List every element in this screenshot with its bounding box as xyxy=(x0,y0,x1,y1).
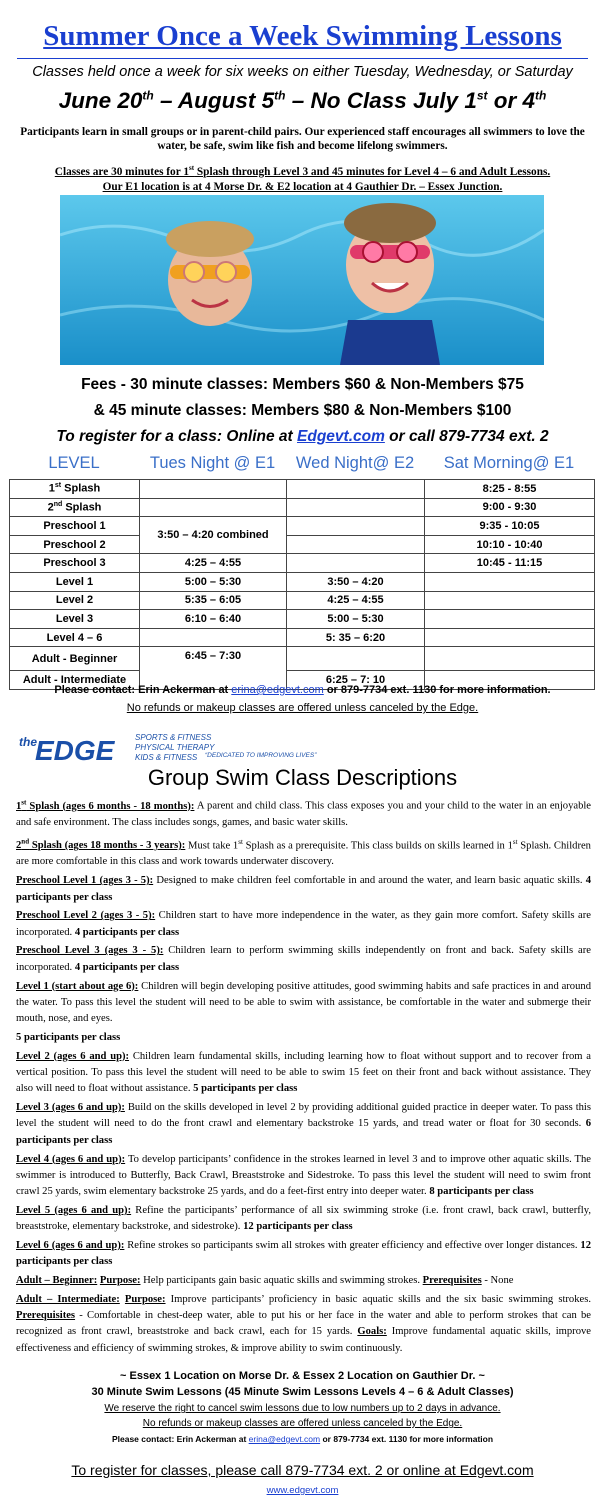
desc-level-5: Level 5 (ages 6 and up): Refine the participants’ performance of all six swimming stroke (i.e. front crawl, back crawl, butterfly, breaststroke, elementary backstroke, and sidestroke). 12 participants per class xyxy=(16,1204,591,1233)
svg-text:the: the xyxy=(19,735,37,749)
header-wed: Wed Night@ E2 xyxy=(295,454,415,472)
svg-text:SPORTS & FITNESS: SPORTS & FITNESS xyxy=(135,733,212,742)
edge-logo xyxy=(17,729,347,765)
fees-30-minute: Fees - 30 minute classes: Members $60 & Non-Members $75 xyxy=(81,376,524,393)
time-cell: 5:00 – 5:30 xyxy=(140,572,287,591)
header-tues: Tues Night @ E1 xyxy=(149,454,276,472)
table-row xyxy=(10,480,595,499)
time-cell: 6:25 – 7: 10 xyxy=(287,671,425,690)
level-cell: Level 1 xyxy=(10,572,140,591)
title-rule xyxy=(17,58,588,59)
time-cell: 4:25 – 4:55 xyxy=(140,554,287,573)
level-cell: Adult - Beginner xyxy=(10,647,140,671)
level-cell: Level 4 – 6 xyxy=(10,628,140,647)
desc-level-1-size: 5 participants per class xyxy=(16,1031,121,1043)
page-title: Summer Once a Week Swimming Lessons xyxy=(43,20,562,52)
time-cell: 5:00 – 5:30 xyxy=(287,610,425,629)
footer-contact: Please contact: Erin Ackerman at erina@edgevt.com or 879-7734 ext. 1130 for more information xyxy=(111,1434,494,1444)
time-cell: 5: 35 – 6:20 xyxy=(287,628,425,647)
table-row xyxy=(10,628,595,647)
desc-2nd-splash: 2nd Splash (ages 18 months - 3 years): Must take 1st Splash as a prerequisite. This class builds on skills learned in 1st Splash. Children are more comfortable in this class and work towards underwater discovery. xyxy=(16,837,591,868)
time-cell: 8:25 - 8:55 xyxy=(425,480,595,499)
time-cell: 9:35 - 10:05 xyxy=(425,517,595,536)
intro-text: Participants learn in small groups or in parent-child pairs. Our experienced staff encourages all swimmers to love the water, be safe, swim like fish and become lifelong swimmers. xyxy=(20,126,585,152)
footer-email-link[interactable]: erina@edgevt.com xyxy=(248,1434,321,1444)
svg-text:KIDS & FITNESS: KIDS & FITNESS xyxy=(135,753,198,762)
desc-level-6: Level 6 (ages 6 and up): Refine strokes so participants swim all strokes with greater efficiency and effective over longer distances. 12 participants per class xyxy=(16,1239,591,1268)
desc-level-3: Level 3 (ages 6 and up): Build on the skills developed in level 2 by providing additional guided practice in deeper water. To pass this level the student will need to do the front crawl and elementary backstroke 15 yards, and tread water or float for 30 seconds. 6 participants per class xyxy=(16,1102,591,1146)
schedule-table xyxy=(9,479,595,690)
level-cell: 2nd Splash xyxy=(10,498,140,517)
level-cell: Preschool 2 xyxy=(10,535,140,554)
desc-1st-splash: 1st Splash (ages 6 months - 18 months): A parent and child class. This class exposes you and your child to the water in an enjoyable and safe environment. The class includes songs, games, and basic water skills. xyxy=(16,798,592,828)
table-row xyxy=(10,610,595,629)
table-row xyxy=(10,591,595,610)
level-cell: 1st Splash xyxy=(10,480,140,499)
time-cell: 6:45 – 7:30 xyxy=(140,647,287,690)
website-link[interactable]: www.edgevt.com xyxy=(266,1485,339,1496)
email-link[interactable]: erina@edgevt.com xyxy=(231,684,324,696)
level-cell: Adult - Intermediate xyxy=(10,671,140,690)
desc-adult-beginner: Adult – Beginner: Purpose: Help participants gain basic aquatic skills and swimming strokes. Prerequisites - None xyxy=(16,1275,514,1287)
table-row xyxy=(10,554,595,573)
lesson-length-line: 30 Minute Swim Lessons (45 Minute Swim Lessons Levels 4 – 6 & Adult Classes) xyxy=(91,1386,514,1398)
table-row xyxy=(10,572,595,591)
level-cell: Level 2 xyxy=(10,591,140,610)
svg-text:EDGE: EDGE xyxy=(35,735,115,765)
class-duration-info: Classes are 30 minutes for 1st Splash through Level 3 and 45 minutes for Level 4 – 6 and Adult Lessons. Our E1 location is at 4 Morse Dr. & E2 location at 4 Gauthier Dr. – Essex Junction. xyxy=(54,164,551,193)
time-cell: 10:10 - 10:40 xyxy=(425,535,595,554)
footer-refund: No refunds or makeup classes are offered unless canceled by the Edge. xyxy=(142,1418,463,1429)
header-level: LEVEL xyxy=(48,454,100,472)
time-cell: 4:25 – 4:55 xyxy=(287,591,425,610)
time-cell: 6:10 – 6:40 xyxy=(140,610,287,629)
level-cell: Preschool 3 xyxy=(10,554,140,573)
level-cell: Preschool 1 xyxy=(10,517,140,536)
table-row xyxy=(10,498,595,517)
fees-45-minute: & 45 minute classes: Members $80 & Non-Members $100 xyxy=(93,402,512,419)
footer-register: To register for classes, please call 879-7734 ext. 2 or online at Edgevt.com xyxy=(71,1462,534,1478)
swimming-kids-photo xyxy=(60,195,544,365)
time-cell: 3:50 – 4:20 xyxy=(287,572,425,591)
table-row xyxy=(10,517,595,536)
desc-adult-intermediate: Adult – Intermediate: Purpose: Improve participants’ proficiency in basic aquatic skills and the six basic swimming strokes. Prerequisites - Comfortable in chest-deep water, able to put his or her face in the water and able to perform strokes that can be recognized as front crawl, breaststroke and back crawl, each for 15 yards. Goals: Improve fundamental aquatic skills, improve effectiveness and efficiency of swimming strokes, & improve ability to swim continuously. xyxy=(16,1293,591,1354)
table-row xyxy=(10,535,595,554)
subtitle: Classes held once a week for six weeks on either Tuesday, Wednesday, or Saturday xyxy=(32,64,573,80)
time-cell: 9:00 - 9:30 xyxy=(425,498,595,517)
descriptions-title: Group Swim Class Descriptions xyxy=(147,765,458,790)
time-cell: 5:35 – 6:05 xyxy=(140,591,287,610)
footer-url-line xyxy=(0,1485,605,1496)
desc-level-4: Level 4 (ages 6 and up): To develop participants’ confidence in the strokes learned in level 3 and to improve other aquatic skills. The swimmer is introduced to Butterfly, Back Crawl, Breaststroke and Sidestroke. To pass this level the student will need to swim front crawl 25 yards, swim elementary backstroke 25 yards, and do a feet-first entry into deeper water. 8 participants per class xyxy=(16,1153,591,1198)
register-link[interactable]: Edgevt.com xyxy=(297,428,385,445)
reserve-notice: We reserve the right to cancel swim lessons due to low numbers up to 2 days in advance. xyxy=(104,1403,501,1414)
desc-level-2: Level 2 (ages 6 and up): Children learn fundamental skills, including learning how to float without support and to recover from a vertical position. To pass this level the student will need to be able to swim 15 feet on their front and back without assistance. They also will need to float without assistance. 5 participants per class xyxy=(16,1050,591,1095)
desc-level-1: Level 1 (start about age 6): Children will begin developing positive attitudes, good swimming habits and safe practices in and around the water. To pass this level the student will need to be able to swim with assistance, be comfortable in the water and submerge their mouth, nose, and eyes. xyxy=(16,980,591,1025)
header-sat: Sat Morning@ E1 xyxy=(443,454,575,472)
desc-preschool-1: Preschool Level 1 (ages 3 - 5): Designed to make children feel comfortable in and around the water, and learn basic aquatic skills. 4 participants per class xyxy=(16,875,591,903)
desc-preschool-3: Preschool Level 3 (ages 3 - 5): Children learn to perform swimming skills independently on front and back. Safety skills are incorporated. 4 participants per class xyxy=(16,945,591,973)
desc-preschool-2: Preschool Level 2 (ages 3 - 5): Children start to have more independence in the water, as they gain more comfort. Safety skills are incorporated. 4 participants per class xyxy=(16,910,591,938)
session-dates: June 20th – August 5th – No Class July 1st or 4th xyxy=(58,88,547,113)
level-cell: Level 3 xyxy=(10,610,140,629)
table-row xyxy=(10,647,595,671)
svg-text:“DEDICATED TO IMPROVING LIVES”: “DEDICATED TO IMPROVING LIVES” xyxy=(205,752,317,759)
register-line: To register for a class: Online at Edgevt.com or call 879-7734 ext. 2 xyxy=(56,428,549,445)
time-cell: 3:50 – 4:20 combined xyxy=(140,517,287,554)
contact-info: Please contact: Erin Ackerman at erina@edgevt.com or 879-7734 ext. 1130 for more information. xyxy=(54,684,551,696)
locations-line: ~ Essex 1 Location on Morse Dr. & Essex 2 Location on Gauthier Dr. ~ xyxy=(120,1370,485,1382)
refund-policy: No refunds or makeup classes are offered unless canceled by the Edge. xyxy=(126,702,479,714)
class-descriptions xyxy=(16,794,591,1360)
svg-text:PHYSICAL THERAPY: PHYSICAL THERAPY xyxy=(135,743,215,752)
time-cell: 10:45 - 11:15 xyxy=(425,554,595,573)
